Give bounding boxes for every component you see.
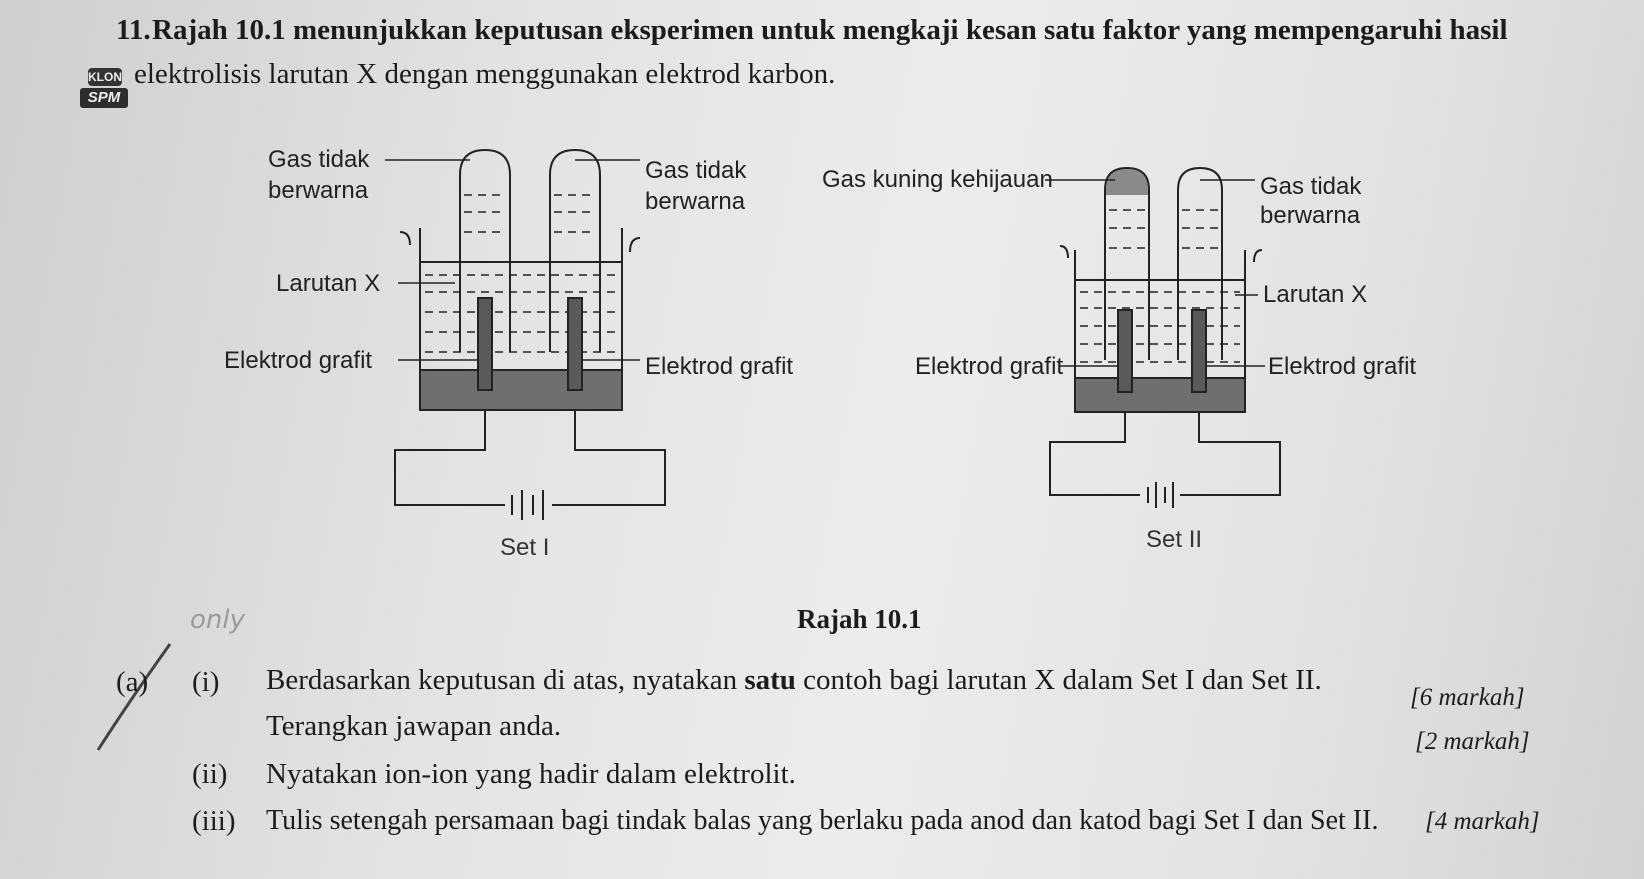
set-1-gas-left-label-1: Gas tidak [268, 146, 370, 173]
set-1-gas-left-label-2: berwarna [268, 177, 369, 204]
set-2-electrode-right-label: Elektrod grafit [1268, 353, 1417, 380]
set-1-base [420, 370, 622, 410]
handwritten-note: only [190, 605, 245, 635]
part-iii-marks: [4 markah] [1425, 808, 1540, 835]
set-2-gas-left-label: Gas kuning kehijauan [822, 166, 1053, 193]
set-2-gas-right-label-1: Gas tidak [1260, 173, 1362, 200]
set-2-circuit [1050, 412, 1280, 508]
part-iii-label: (iii) [192, 805, 236, 837]
set-1-solution-label: Larutan X [276, 270, 381, 297]
badge-top: KLON [88, 70, 122, 84]
set-2-electrode-left-label: Elektrod grafit [915, 353, 1064, 380]
question-line-1: Rajah 10.1 menunjukkan keputusan eksperimen untuk mengkaji kesan satu faktor yang mempengaruhi hasil [152, 14, 1508, 46]
part-i-text-2: Terangkan jawapan anda. [266, 710, 562, 742]
set-2-electrode-left [1118, 310, 1132, 392]
set-2-base [1075, 378, 1245, 412]
part-i-marks: [6 markah] [1410, 684, 1525, 711]
set-1-circuit [395, 410, 665, 520]
part-i-text [266, 664, 1322, 697]
figure-caption: Rajah 10.1 [797, 604, 922, 634]
badge-bottom: SPM [80, 88, 128, 108]
set-1-electrode-left-label: Elektrod grafit [224, 347, 373, 374]
set-1-gas-right-label-2: berwarna [645, 188, 746, 215]
part-i-label: (i) [192, 666, 220, 698]
set-1-caption: Set I [500, 534, 550, 561]
question-line-2: elektrolisis larutan X dengan menggunakan elektrod karbon. [134, 58, 836, 90]
set-1-electrode-right [568, 298, 582, 390]
part-i-text-pre: Berdasarkan keputusan di atas, nyatakan [266, 664, 745, 696]
part-a-label: (a) [116, 666, 149, 698]
part-i-text-post: contoh bagi larutan X dalam Set I dan Set II. [795, 664, 1322, 696]
set-1-electrode-left [478, 298, 492, 390]
question-number: 11. [116, 14, 151, 46]
set-2-electrode-right [1192, 310, 1206, 392]
set-2-solution-label: Larutan X [1263, 281, 1368, 308]
part-i-text-bold: satu [744, 664, 796, 696]
set-2-apparatus [1060, 168, 1262, 412]
part-ii-marks: [2 markah] [1415, 728, 1530, 755]
set-1-gas-right-label-1: Gas tidak [645, 157, 747, 184]
part-iii-text: Tulis setengah persamaan bagi tindak balas yang berlaku pada anod dan katod bagi Set I dan Set II. [266, 805, 1379, 836]
part-ii-label: (ii) [192, 758, 228, 790]
part-ii-text: Nyatakan ion-ion yang hadir dalam elektrolit. [266, 758, 796, 790]
set-2-gas-right-label-2: berwarna [1260, 202, 1361, 229]
set-2-caption: Set II [1146, 526, 1203, 553]
set-1-electrode-right-label: Elektrod grafit [645, 353, 794, 380]
